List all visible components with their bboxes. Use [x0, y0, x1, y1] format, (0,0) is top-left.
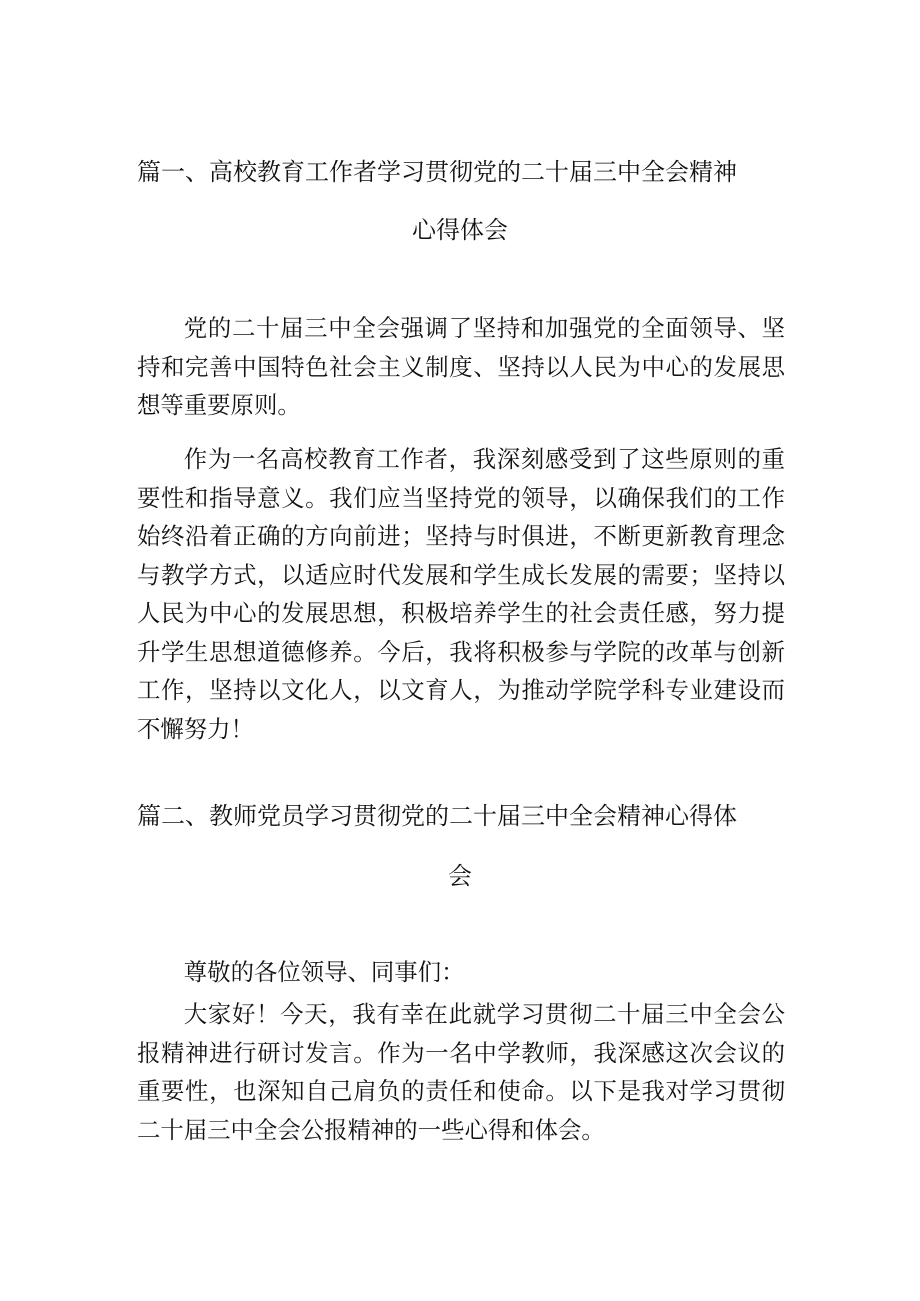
section-1-title-line-1: 篇一、高校教育工作者学习贯彻党的二十届三中全会精神 — [137, 158, 737, 186]
section-2-title-line-1: 篇二、教师党员学习贯彻党的二十届三中全会精神心得体 — [137, 802, 737, 830]
section-1-paragraph-2: 作为一名高校教育工作者，我深刻感受到了这些原则的重要性和指导意义。我们应当坚持党的领导，以确保我们的工作始终沿着正确的方向前进；坚持与时俱进，不断更新教育理念与教学方式，以适应时代发展和学生成长发展的需要；坚持以人民为中心的发展思想，积极培养学生的社会责任感，努力提升学生思想道德修养。今后，我将积极参与学院的改革与创新工作，坚持以文化人，以文育人，为推动学院学科专业建设而不懈努力！ — [137, 445, 785, 743]
section-2-greeting: 尊敬的各位领导、同事们： — [183, 958, 465, 986]
section-2-title-line-2: 会 — [448, 862, 472, 890]
section-1-paragraph-1: 党的二十届三中全会强调了坚持和加强党的全面领导、坚持和完善中国特色社会主义制度、坚持以人民为中心的发展思想等重要原则。 — [137, 314, 785, 419]
section-2-paragraph-1: 大家好！今天，我有幸在此就学习贯彻二十届三中全会公报精神进行研讨发言。作为一名中学教师，我深感这次会议的重要性，也深知自己肩负的责任和使命。以下是我对学习贯彻二十届三中全会公报精神的一些心得和体会。 — [137, 1000, 785, 1144]
section-1-title-line-2: 心得体会 — [412, 216, 508, 244]
